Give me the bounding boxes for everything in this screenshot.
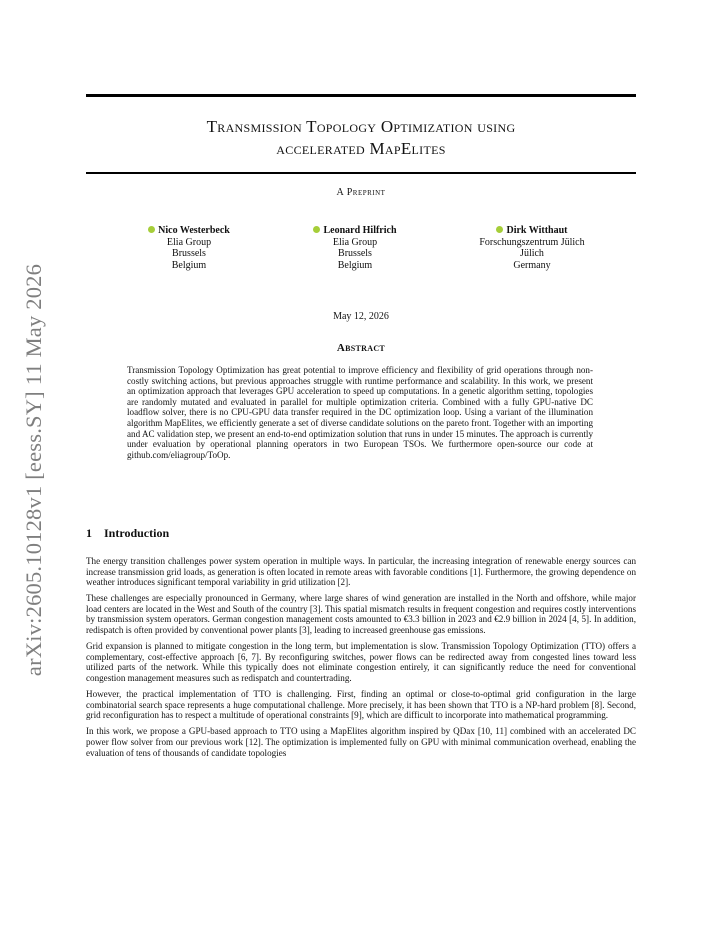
author-name: Leonard Hilfrich [323, 225, 397, 236]
author-name: Nico Westerbeck [158, 225, 230, 236]
section-heading [86, 526, 169, 541]
title-line-2: accelerated MapElites [276, 139, 446, 158]
author-3 [432, 225, 632, 271]
section-number: 1 [86, 526, 92, 540]
body-paragraph: In this work, we propose a GPU-based approach to TTO using a MapElites algorithm inspired by QDax [10, 11] combined with an accelerated DC power flow solver from our previous work [12]. The optimization is implemented fully on GPU with minimal communication overhead, enabling the evaluation of tens of thousands of candidate topologies [86, 726, 636, 758]
title-line-1: Transmission Topology Optimization using [206, 117, 516, 136]
author-affiliation: Elia Group [332, 236, 378, 248]
body-paragraph: Grid expansion is planned to mitigate congestion in the long term, but implementation is slow. Transmission Topology Optimization (TTO) offers a complementary, cost-effective approach [6, 7]. By reconfiguring switches, power flows can be redirected away from congested lines toward less utilized parts of the network. While this typically does not eliminate congestion entirely, it can significantly reduce the need for conventional congestion management measures such as redispatch and countertrading. [86, 641, 636, 683]
abstract-text: Transmission Topology Optimization has great potential to improve efficiency and flexibility of grid operations through non-costly switching actions, but previous approaches struggle with runtime performance and scalability. In this work, we present an optimization approach that leverages GPU acceleration to speed up computations. In a genetic algorithm setting, topologies are randomly mutated and evaluated in parallel for multiple optimization criteria. Combined with a fully GPU-native DC loadflow solver, there is no CPU-GPU data transfer required in the DC optimization loop. Using a variant of the illumination algorithm MapElites, we efficiently generate a set of diverse candidate solutions on the pareto front. Together with an importing and AC validation step, we present an end-to-end optimization solution that runs in under 15 minutes. The approach is currently under evaluation by operational planning operators in two European TSOs. We furthermore open-source our code at github.com/eliagroup/ToOp. [127, 365, 593, 460]
author-city: Brussels [172, 248, 206, 259]
preprint-label: A Preprint [336, 187, 386, 198]
author-country: Germany [513, 259, 551, 271]
paper-title [86, 116, 636, 160]
author-city: Jülich [520, 248, 544, 259]
author-2 [255, 225, 455, 271]
orcid-icon[interactable] [313, 226, 320, 233]
author-country: Belgium [171, 259, 207, 271]
author-affiliation: Forschungszentrum Jülich [479, 236, 585, 248]
arxiv-id-text: arXiv:2605.10128v1 [eess.SY] 11 May 2026 [21, 263, 46, 677]
title-bottom-rule [86, 172, 636, 174]
author-affiliation: Elia Group [166, 236, 212, 248]
author-city: Brussels [338, 248, 372, 259]
body-paragraph: However, the practical implementation of TTO is challenging. First, finding an optimal or close-to-optimal grid configuration in the large combinatorial search space represents a huge computational challenge. More precisely, it has been shown that TTO is a NP-hard problem [8]. Second, grid reconfiguration has to respect a multitude of operational constraints [9], which are difficult to incorporate into mathematical programming. [86, 689, 636, 721]
title-top-rule [86, 94, 636, 97]
author-country: Belgium [337, 259, 373, 271]
arxiv-identifier-stamp [4, 250, 64, 690]
orcid-icon[interactable] [496, 226, 503, 233]
publication-date: May 12, 2026 [333, 311, 389, 322]
introduction-body [86, 556, 636, 764]
author-name: Dirk Witthaut [506, 225, 568, 236]
body-paragraph: The energy transition challenges power system operation in multiple ways. In particular, the increasing integration of renewable energy sources can increase transmission grid loads, as generation is often located in remote areas with favorable conditions [1]. Furthermore, the growing dependence on weather introduces significant temporal variability in grid utilization [2]. [86, 556, 636, 588]
orcid-icon[interactable] [148, 226, 155, 233]
abstract-heading: Abstract [336, 342, 386, 354]
body-paragraph: These challenges are especially pronounced in Germany, where large shares of wind generation are installed in the North and offshore, while major load centers are located in the West and South of the country [3]. This spatial mismatch results in frequent congestion and requires costly interventions by transmission system operators. German congestion management costs amounted to €3.3 billion in 2023 and €2.9 billion in 2024 [4, 5]. In addition, redispatch is often provided by conventional power plants [3], leading to increased greenhouse gas emissions. [86, 593, 636, 636]
section-title-text: Introduction [104, 526, 170, 540]
